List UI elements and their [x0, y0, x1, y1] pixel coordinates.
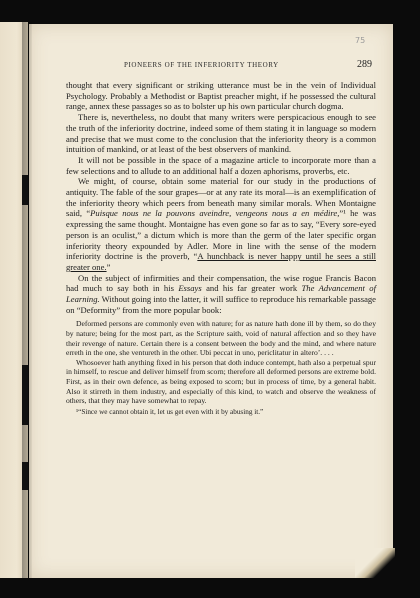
torn-edge: [22, 462, 28, 490]
quote-paragraph-2: Whosoever hath anything fixed in his person that doth induce contempt, hath also a perpetual spur in himself, to rescue and deliver himself from scorn; therefore all deformed persons are extreme bold. First, as in their own defence, as being exposed to scorn; but in process of time, by a general habit. Also it stirreth in them industry, and especially of this kind, to watch and observe the weakness of others, that they may have somewhat to repay.: [66, 357, 376, 406]
torn-edge: [22, 175, 28, 205]
paragraph-4-text: ”: [106, 261, 111, 272]
essays-title: Essays: [178, 283, 202, 294]
paragraph-1: thought that every significant or striking utterance must be in the vein of Individual Psychology. Probably a Methodist or Baptist preacher might, if he possessed the cultural range, annex these passages so as to bolster up his own particular church dogma.: [66, 80, 376, 112]
binding-gutter: [22, 22, 32, 578]
page-corner: [355, 548, 395, 578]
paragraph-4-text: We might, of course, obtain some material for our study in the productions of antiquity. The fable of the sour grapes—or at any rate its moral—is an exemplification of the inferiority theory which peers from beneath many similar morals. When Montaigne said, “: [66, 176, 376, 219]
paragraph-5: [66, 273, 376, 316]
block-quote: [66, 319, 376, 405]
paragraph-4: [66, 176, 376, 272]
french-quotation: Puisque nous ne la pouvons aveindre, vengeons nous a en médire,: [90, 208, 340, 219]
page-header: [62, 59, 380, 73]
paragraph-5-text: On the subject of infirmities and their compensation, the wise rogue Francis Bacon had much to say both in his: [66, 272, 376, 294]
page-text: [66, 80, 376, 417]
paragraph-2: There is, nevertheless, no doubt that many writers were perspicacious enough to see the truth of the inferiority doctrine, indeed some of them stating it in language so modern and precise that we must come to the conclusion that the inferiority theory is a common intuition of mankind, or at least of the best observers of mankind.: [66, 112, 376, 155]
paragraph-3: It will not be possible in the space of a magazine article to incorporate more than a few selections and to allude to an additional half a dozen aphorisms, proverbs, etc.: [66, 154, 376, 176]
page-number: 289: [357, 59, 372, 70]
paragraph-5-text: Without going into the latter, it will suffice to reproduce his remarkable passage on “Deformity” from the more popular book:: [66, 294, 376, 315]
work-title: The Advancement of Learning.: [66, 283, 376, 305]
quote-paragraph-1: Deformed persons are commonly even with nature; for as nature hath done ill by them, so do they by nature; being for the most part, as the Scripture saith, void of natural affection and so they have their revenge of nature. Certain there is a consent between the body and the mind, and where nature erreth in the one, she ventureth in the other. Ubi peccat in uno, periclitatur in altero’. . . .: [66, 319, 376, 358]
pencil-mark: 75: [355, 36, 366, 45]
torn-edge: [22, 365, 28, 425]
paragraph-5-text: and his far greater work: [201, 283, 302, 294]
underlined-proverb: A hunchback is never happy until he sees a still greater one.: [66, 251, 376, 272]
running-head: PIONEERS OF THE INFERIORITY THEORY: [124, 61, 279, 69]
paragraph-4-text: ”¹ he was expressing the same thought. Montaigne has even gone so far as to say, “Every sore-eyed person is an oculist,” a dictum which is more than the germ of the later specific organ inferiority theory expounded by Adler. More in line with the sense of the modern inferiority doctrine is the proverb, “: [66, 208, 376, 262]
footnote: ¹“Since we cannot obtain it, let us get even with it by abusing it.”: [76, 407, 264, 416]
